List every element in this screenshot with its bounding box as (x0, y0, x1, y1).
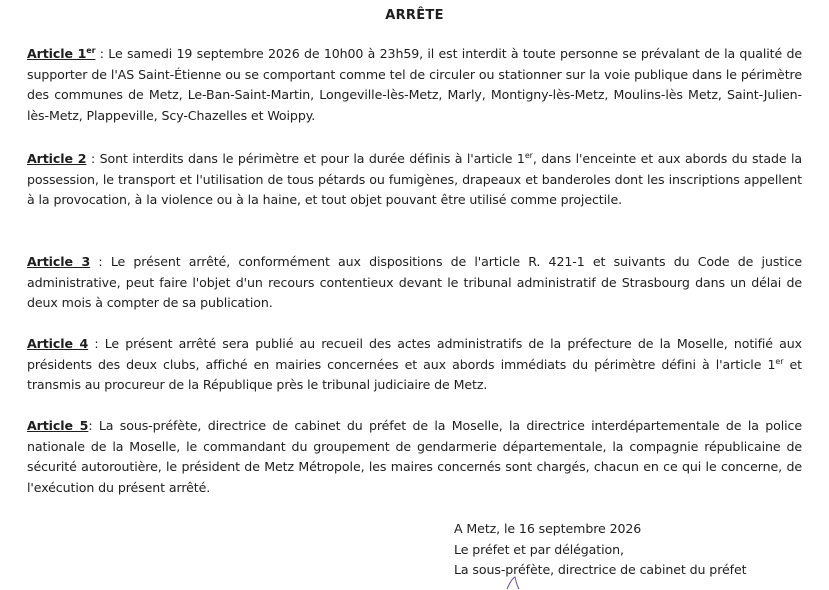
article-2-label: Article 2 (27, 151, 87, 166)
signature-delegation: Le préfet et par délégation, (454, 541, 624, 557)
article-1-label: Article 1er (27, 45, 96, 61)
article-5-text: La sous-préfète, directrice de cabinet du préfet de la Moselle, la directrice interdépartementale de la police nationale de la Moselle, le commandant du groupement de gendarmerie départementale, la compagnie républicaine de sécurité autoroutière, le président de Metz Métropole, les maires concernés sont chargés, chacun en ce qui le concerne, de l'exécution du présent arrêté. (27, 418, 802, 495)
article-5-label: Article 5 (27, 418, 89, 433)
article-4: Article 4 : Le présent arrêté sera publié au recueil des actes administratifs de la préfecture de la Moselle, notifié aux présidents des deux clubs, affiché en mairies concernées et aux abords immédiats du périmètre défini à l'article 1er et transmis au procureur de la République près le tribunal judiciaire de Metz. (27, 336, 803, 392)
article-3-label: Article 3 (27, 254, 91, 269)
article-4-text: Le présent arrêté sera publié au recueil des actes administratifs de la préfecture de la Moselle, notifié aux présidents des deux clubs, affiché en mairies concernées et aux abords immédiats du périmètre défini à l'article 1 (27, 336, 803, 372)
article-1-text: Le samedi 19 septembre 2026 de 10h00 à 23h59, il est interdit à toute personne se prévalant de la qualité de supporter de l'AS Saint-Étienne ou se comportant comme tel de circuler ou stationner sur la voie publique dans le périmètre des communes de Metz, Le-Ban-Saint-Martin, Longeville-lès-Metz, Marly, Montigny-lès-Metz, Moulins-lès Metz, Saint-Julien-lès-Metz, Plappeville, Scy-Chazelles et Woippy. (27, 46, 802, 123)
document-title: ARRÊTE (385, 8, 444, 23)
article-1: Article 1er : Le samedi 19 septembre 2026 de 10h00 à 23h59, il est interdit à toute personne se prévalant de la qualité de supporter de l'AS Saint-Étienne ou se comportant comme tel de circuler ou stationner sur la voie publique dans le périmètre des communes de Metz, Le-Ban-Saint-Martin, Longeville-lès-Metz, Marly, Montigny-lès-Metz, Moulins-lès Metz, Saint-Julien-lès-Metz, Plappeville, Scy-Chazelles et Woippy. (27, 45, 802, 123)
signature-block (454, 519, 746, 581)
article-5: Article 5: La sous-préfète, directrice de cabinet du préfet de la Moselle, la directrice interdépartementale de la police nationale de la Moselle, le commandant du groupement de gendarmerie départementale, la compagnie républicaine de sécurité autoroutière, le président de Metz Métropole, les maires concernés sont chargés, chacun en ce qui le concerne, de l'exécution du présent arrêté. (27, 418, 802, 495)
signature-signatory: La sous-préfète, directrice de cabinet du préfet (454, 562, 747, 577)
article-2-text: Sont interdits dans le périmètre et pour la durée définis à l'article 1 (99, 151, 525, 166)
article-3: Article 3 : Le présent arrêté, conformément aux dispositions de l'article R. 421-1 et suivants du Code de justice administrative, peut faire l'objet d'un recours contentieux devant le tribunal administratif de Strasbourg dans un délai de deux mois à compter de sa publication. (27, 254, 802, 310)
signature-place-date: A Metz, le 16 septembre 2026 (454, 521, 642, 536)
article-2: Article 2 : Sont interdits dans le périmètre et pour la durée définis à l'article 1er, dans l'enceinte et aux abords du stade la possession, le transport et l'utilisation de tous pétards ou fumigènes, drapeaux et banderoles dont les inscriptions appellent à la provocation, à la violence ou à la haine, et tout objet pouvant être utilisé comme projectile. (27, 150, 802, 207)
article-4-label: Article 4 (27, 336, 89, 351)
article-3-text: Le présent arrêté, conformément aux dispositions de l'article R. 421-1 et suivants du Code de justice administrative, peut faire l'objet d'un recours contentieux devant le tribunal administratif de Strasbourg dans un délai de deux mois à compter de sa publication. (27, 254, 802, 310)
